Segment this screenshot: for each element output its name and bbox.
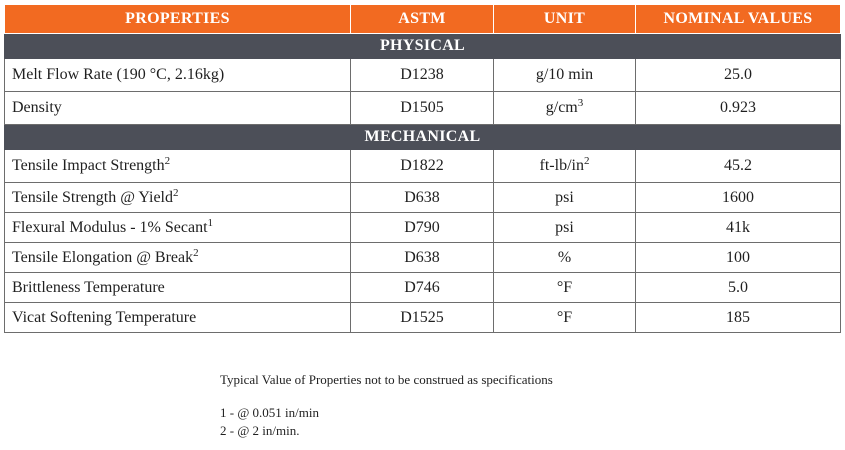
footnote-marker: 1 xyxy=(207,216,214,229)
property-name: Brittleness Temperature xyxy=(5,273,351,303)
property-name: Tensile Elongation @ Break$^2$ xyxy=(5,243,351,273)
property-name: Flexural Modulus - 1% Secant$^1$ xyxy=(5,213,351,243)
property-name: Melt Flow Rate (190 °C, 2.16kg) xyxy=(5,59,351,92)
footnote-marker: 2 xyxy=(173,186,179,199)
nominal-value: 1600 xyxy=(636,183,841,213)
notes xyxy=(220,372,553,440)
astm-method: D638 xyxy=(351,243,494,273)
table-row xyxy=(5,150,841,183)
astm-method: D790 xyxy=(351,213,494,243)
unit: $ft-lb/in^2$ xyxy=(494,150,636,183)
header-row xyxy=(5,5,841,34)
unit: °F xyxy=(494,273,636,303)
disclaimer-text: Typical Value of Properties not to be construed as specifications xyxy=(220,372,553,387)
nominal-value: 45.2 xyxy=(636,150,841,183)
astm-method: D1238 xyxy=(351,59,494,92)
unit: psi xyxy=(494,213,636,243)
table-row xyxy=(5,273,841,303)
unit: $g/cm^3$ xyxy=(494,92,636,125)
astm-method: D638 xyxy=(351,183,494,213)
unit: °F xyxy=(494,303,636,333)
property-name: Tensile Impact Strength$^2$ xyxy=(5,150,351,183)
footnote-2: 2 - @ 2 in/min. xyxy=(220,423,300,438)
nominal-value: 5.0 xyxy=(636,273,841,303)
nominal-value: 185 xyxy=(636,303,841,333)
nominal-value: 41k xyxy=(636,213,841,243)
section-row-mechanical xyxy=(5,125,841,150)
astm-method: D1525 xyxy=(351,303,494,333)
table-row xyxy=(5,243,841,273)
unit: g/10 min xyxy=(494,59,636,92)
table-row xyxy=(5,303,841,333)
astm-method: D1822 xyxy=(351,150,494,183)
property-name: Density xyxy=(5,92,351,125)
footnote-marker: 2 xyxy=(193,246,199,259)
properties-table xyxy=(4,4,841,333)
header-astm: ASTM xyxy=(351,5,494,34)
table-row xyxy=(5,59,841,92)
footnote-marker: 2 xyxy=(164,155,171,167)
property-name: Vicat Softening Temperature xyxy=(5,303,351,333)
unit: % xyxy=(494,243,636,273)
table-row xyxy=(5,213,841,243)
nominal-value: 25.0 xyxy=(636,59,841,92)
header-unit: UNIT xyxy=(494,5,636,34)
footnote-1: 1 - @ 0.051 in/min xyxy=(220,405,319,420)
table-row xyxy=(5,183,841,213)
section-row-physical xyxy=(5,34,841,59)
unit: psi xyxy=(494,183,636,213)
property-name: Tensile Strength @ Yield$^2$ xyxy=(5,183,351,213)
header-nominal-values: NOMINAL VALUES xyxy=(636,5,841,34)
section-title-mechanical: MECHANICAL xyxy=(5,125,841,150)
astm-method: D746 xyxy=(351,273,494,303)
table-row xyxy=(5,92,841,125)
nominal-value: 100 xyxy=(636,243,841,273)
astm-method: D1505 xyxy=(351,92,494,125)
section-title-physical: PHYSICAL xyxy=(5,34,841,59)
nominal-value: 0.923 xyxy=(636,92,841,125)
header-properties: PROPERTIES xyxy=(5,5,351,34)
